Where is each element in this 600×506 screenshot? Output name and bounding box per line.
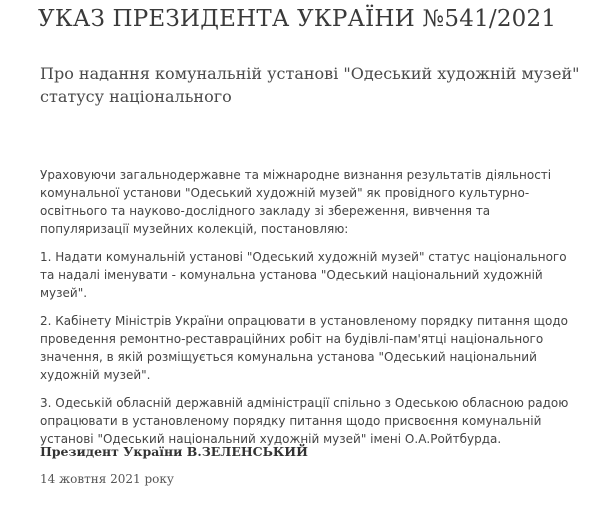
decree-title: УКАЗ ПРЕЗИДЕНТА УКРАЇНИ №541/2021 (38, 6, 557, 32)
decree-subtitle: Про надання комунальній установі "Одеський художній музей" статусу національного (40, 64, 580, 106)
president-signature: Президент України В.ЗЕЛЕНСЬКИЙ (40, 444, 308, 459)
decree-date: 14 жовтня 2021 року (40, 472, 174, 486)
decree-preamble: Ураховуючи загальнодержавне та міжнародне визнання результатів діяльності комунальної установи "Одеський художній музей" як провідного культурно-освітнього та науково-дослідного закладу зі збереження, вивчення та популяризації музейних колекцій, постановляю: (40, 168, 552, 236)
decree-clause-3: 3. Одеській обласній державній адміністрації спільно з Одеською обласною радою опрацювати в установленому порядку питання щодо присвоєння комунальній установі "Одеський національний художній музей" імені О.А.Ройтбурда. (40, 396, 569, 446)
decree-body (40, 166, 580, 458)
decree-clause-2: 2. Кабінету Міністрів України опрацювати в установленому порядку питання щодо проведення ремонтно-реставраційних робіт на будівлі-пам'ятці національного значення, в якій розміщується комунальна установа "Одеський національний художній музей". (40, 314, 568, 382)
decree-clause-1: 1. Надати комунальній установі "Одеський художній музей" статус національного та надалі іменувати - комунальна установа "Одеський національний художній музей". (40, 250, 567, 300)
